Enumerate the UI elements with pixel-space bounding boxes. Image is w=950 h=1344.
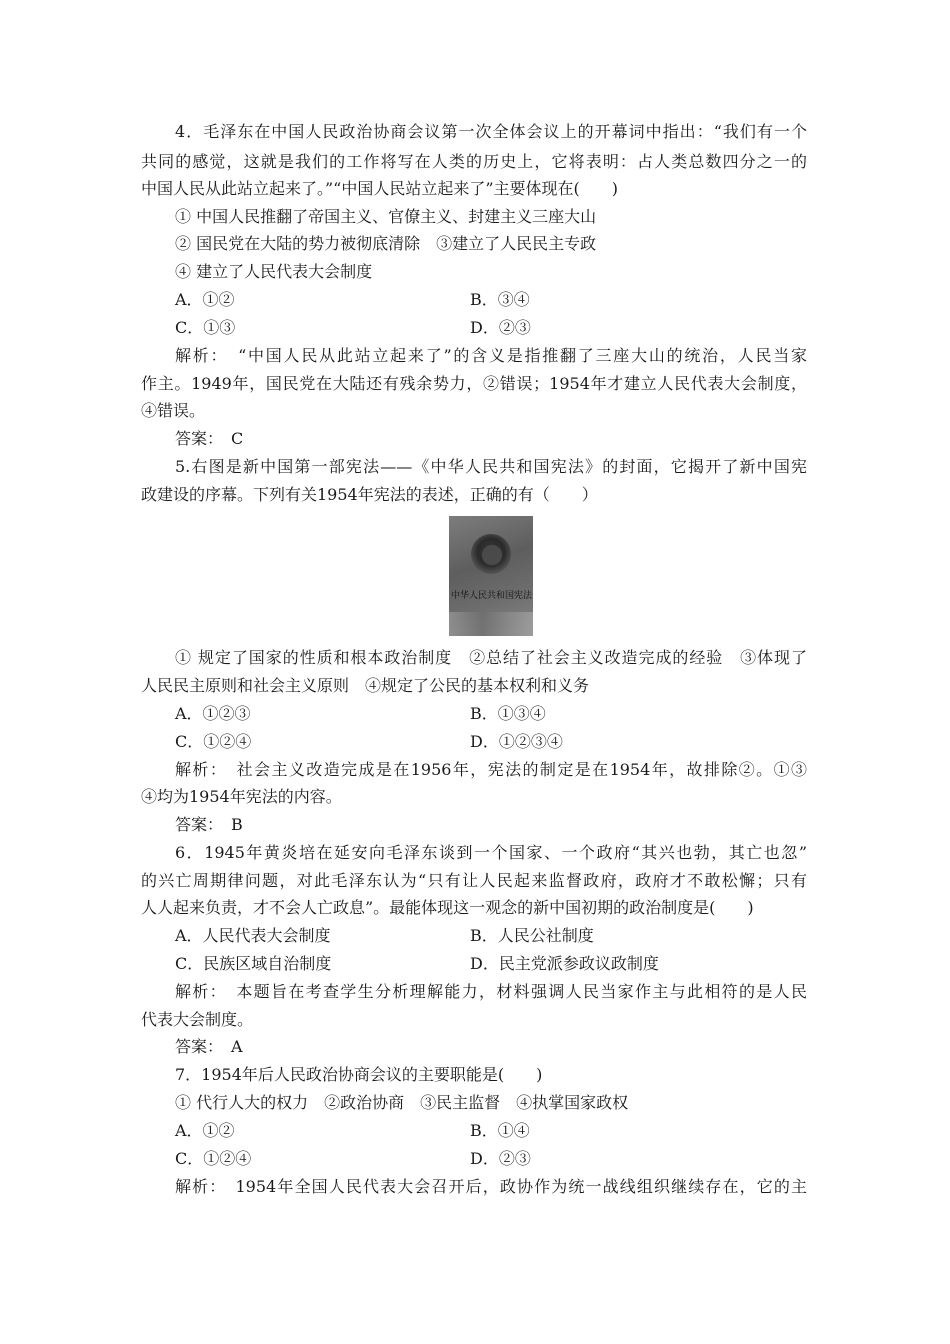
- q6-option-a: A．人民代表大会制度: [175, 926, 331, 945]
- q4-analysis-line-3: ④错误。: [141, 401, 206, 420]
- q5-option-c: C．①②④: [175, 732, 252, 751]
- q5-answer: 答案： B: [175, 815, 243, 834]
- q6-stem-line-3: 人人起来负责，才不会人亡政息”。最能体现这一观念的新中国初期的政治制度是( ): [141, 898, 754, 917]
- q7-option-d: D．②③: [470, 1149, 531, 1168]
- q7-stem: 7．1954年后人民政治协商会议的主要职能是( ): [175, 1065, 543, 1084]
- q5-option-a: A．①②③: [175, 704, 251, 723]
- q5-stem-line-2: 政建设的序幕。下列有关1954年宪法的表述，正确的有（ ）: [141, 485, 598, 504]
- q4-item-1: ① 中国人民推翻了帝国主义、官僚主义、封建主义三座大山: [175, 207, 597, 226]
- q5-item-line-1: ① 规定了国家的性质和根本政治制度 ②总结了社会主义改造完成的经验 ③体现了: [175, 648, 807, 667]
- q4-option-a: A．①②: [175, 290, 235, 309]
- q4-item-2: ② 国民党在大陆的势力被彻底清除 ③建立了人民民主专政: [175, 234, 597, 253]
- q5-analysis-line-2: ④均为1954年宪法的内容。: [141, 787, 342, 806]
- q5-analysis-line-1: 解析： 社会主义改造完成是在1956年，宪法的制定是在1954年，故排除②。①③: [175, 760, 807, 779]
- cover-title: 中华人民共和国宪法: [451, 591, 533, 601]
- q6-option-b: B．人民公社制度: [470, 926, 594, 945]
- q6-option-d: D．民主党派参政议政制度: [470, 954, 659, 973]
- q7-option-c: C．①②④: [175, 1149, 252, 1168]
- q4-stem-line-3: 中国人民从此站立起来了。”“中国人民站立起来了”主要体现在( ): [141, 179, 619, 198]
- q4-answer: 答案： C: [175, 429, 244, 448]
- q5-stem-line-1: 5.右图是新中国第一部宪法——《中华人民共和国宪法》的封面，它揭开了新中国宪: [175, 457, 807, 476]
- q6-answer: 答案： A: [175, 1037, 243, 1056]
- q5-option-b: B．①③④: [470, 704, 546, 723]
- q5-item-line-2: 人民民主原则和社会主义原则 ④规定了公民的基本权利和义务: [141, 676, 590, 695]
- q4-stem-line-2: 共同的感觉，这就是我们的工作将写在人类的历史上，它将表明：占人类总数四分之一的: [141, 152, 807, 171]
- q4-option-c: C．①③: [175, 318, 236, 337]
- q4-option-b: B．③④: [470, 290, 530, 309]
- national-emblem-icon: [471, 534, 511, 574]
- q5-option-d: D．①②③④: [470, 732, 563, 751]
- q7-items: ① 代行人大的权力 ②政治协商 ③民主监督 ④执掌国家政权: [175, 1093, 629, 1112]
- q6-analysis-line-1: 解析： 本题旨在考查学生分析理解能力，材料强调人民当家作主与此相符的是人民: [175, 982, 807, 1001]
- q6-stem-line-1: 6．1945年黄炎培在延安向毛泽东谈到一个国家、一个政府“其兴也勃，其亡也忽”: [175, 843, 807, 862]
- q4-analysis-line-1: 解析： “中国人民从此站立起来了”的含义是指推翻了三座大山的统治，人民当家: [175, 346, 807, 365]
- q4-stem-line-1: 4．毛泽东在中国人民政治协商会议第一次全体会议上的开幕词中指出：“我们有一个: [175, 122, 807, 141]
- q4-option-d: D．②③: [470, 318, 531, 337]
- q6-option-c: C．民族区域自治制度: [175, 954, 332, 973]
- q6-stem-line-2: 的兴亡周期律问题，对此毛泽东认为“只有让人民起来监督政府，政府才不敢松懈；只有: [141, 871, 807, 890]
- q7-option-b: B．①④: [470, 1121, 530, 1140]
- constitution-cover-image: [449, 516, 533, 636]
- q7-option-a: A．①②: [175, 1121, 235, 1140]
- q4-analysis-line-2: 作主。1949年，国民党在大陆还有残余势力，②错误；1954年才建立人民代表大会制度，: [141, 374, 807, 393]
- q7-analysis-line-1: 解析： 1954年全国人民代表大会召开后，政协作为统一战线组织继续存在，它的主: [175, 1177, 807, 1196]
- q4-item-3: ④ 建立了人民代表大会制度: [175, 262, 373, 281]
- q6-analysis-line-2: 代表大会制度。: [141, 1010, 254, 1029]
